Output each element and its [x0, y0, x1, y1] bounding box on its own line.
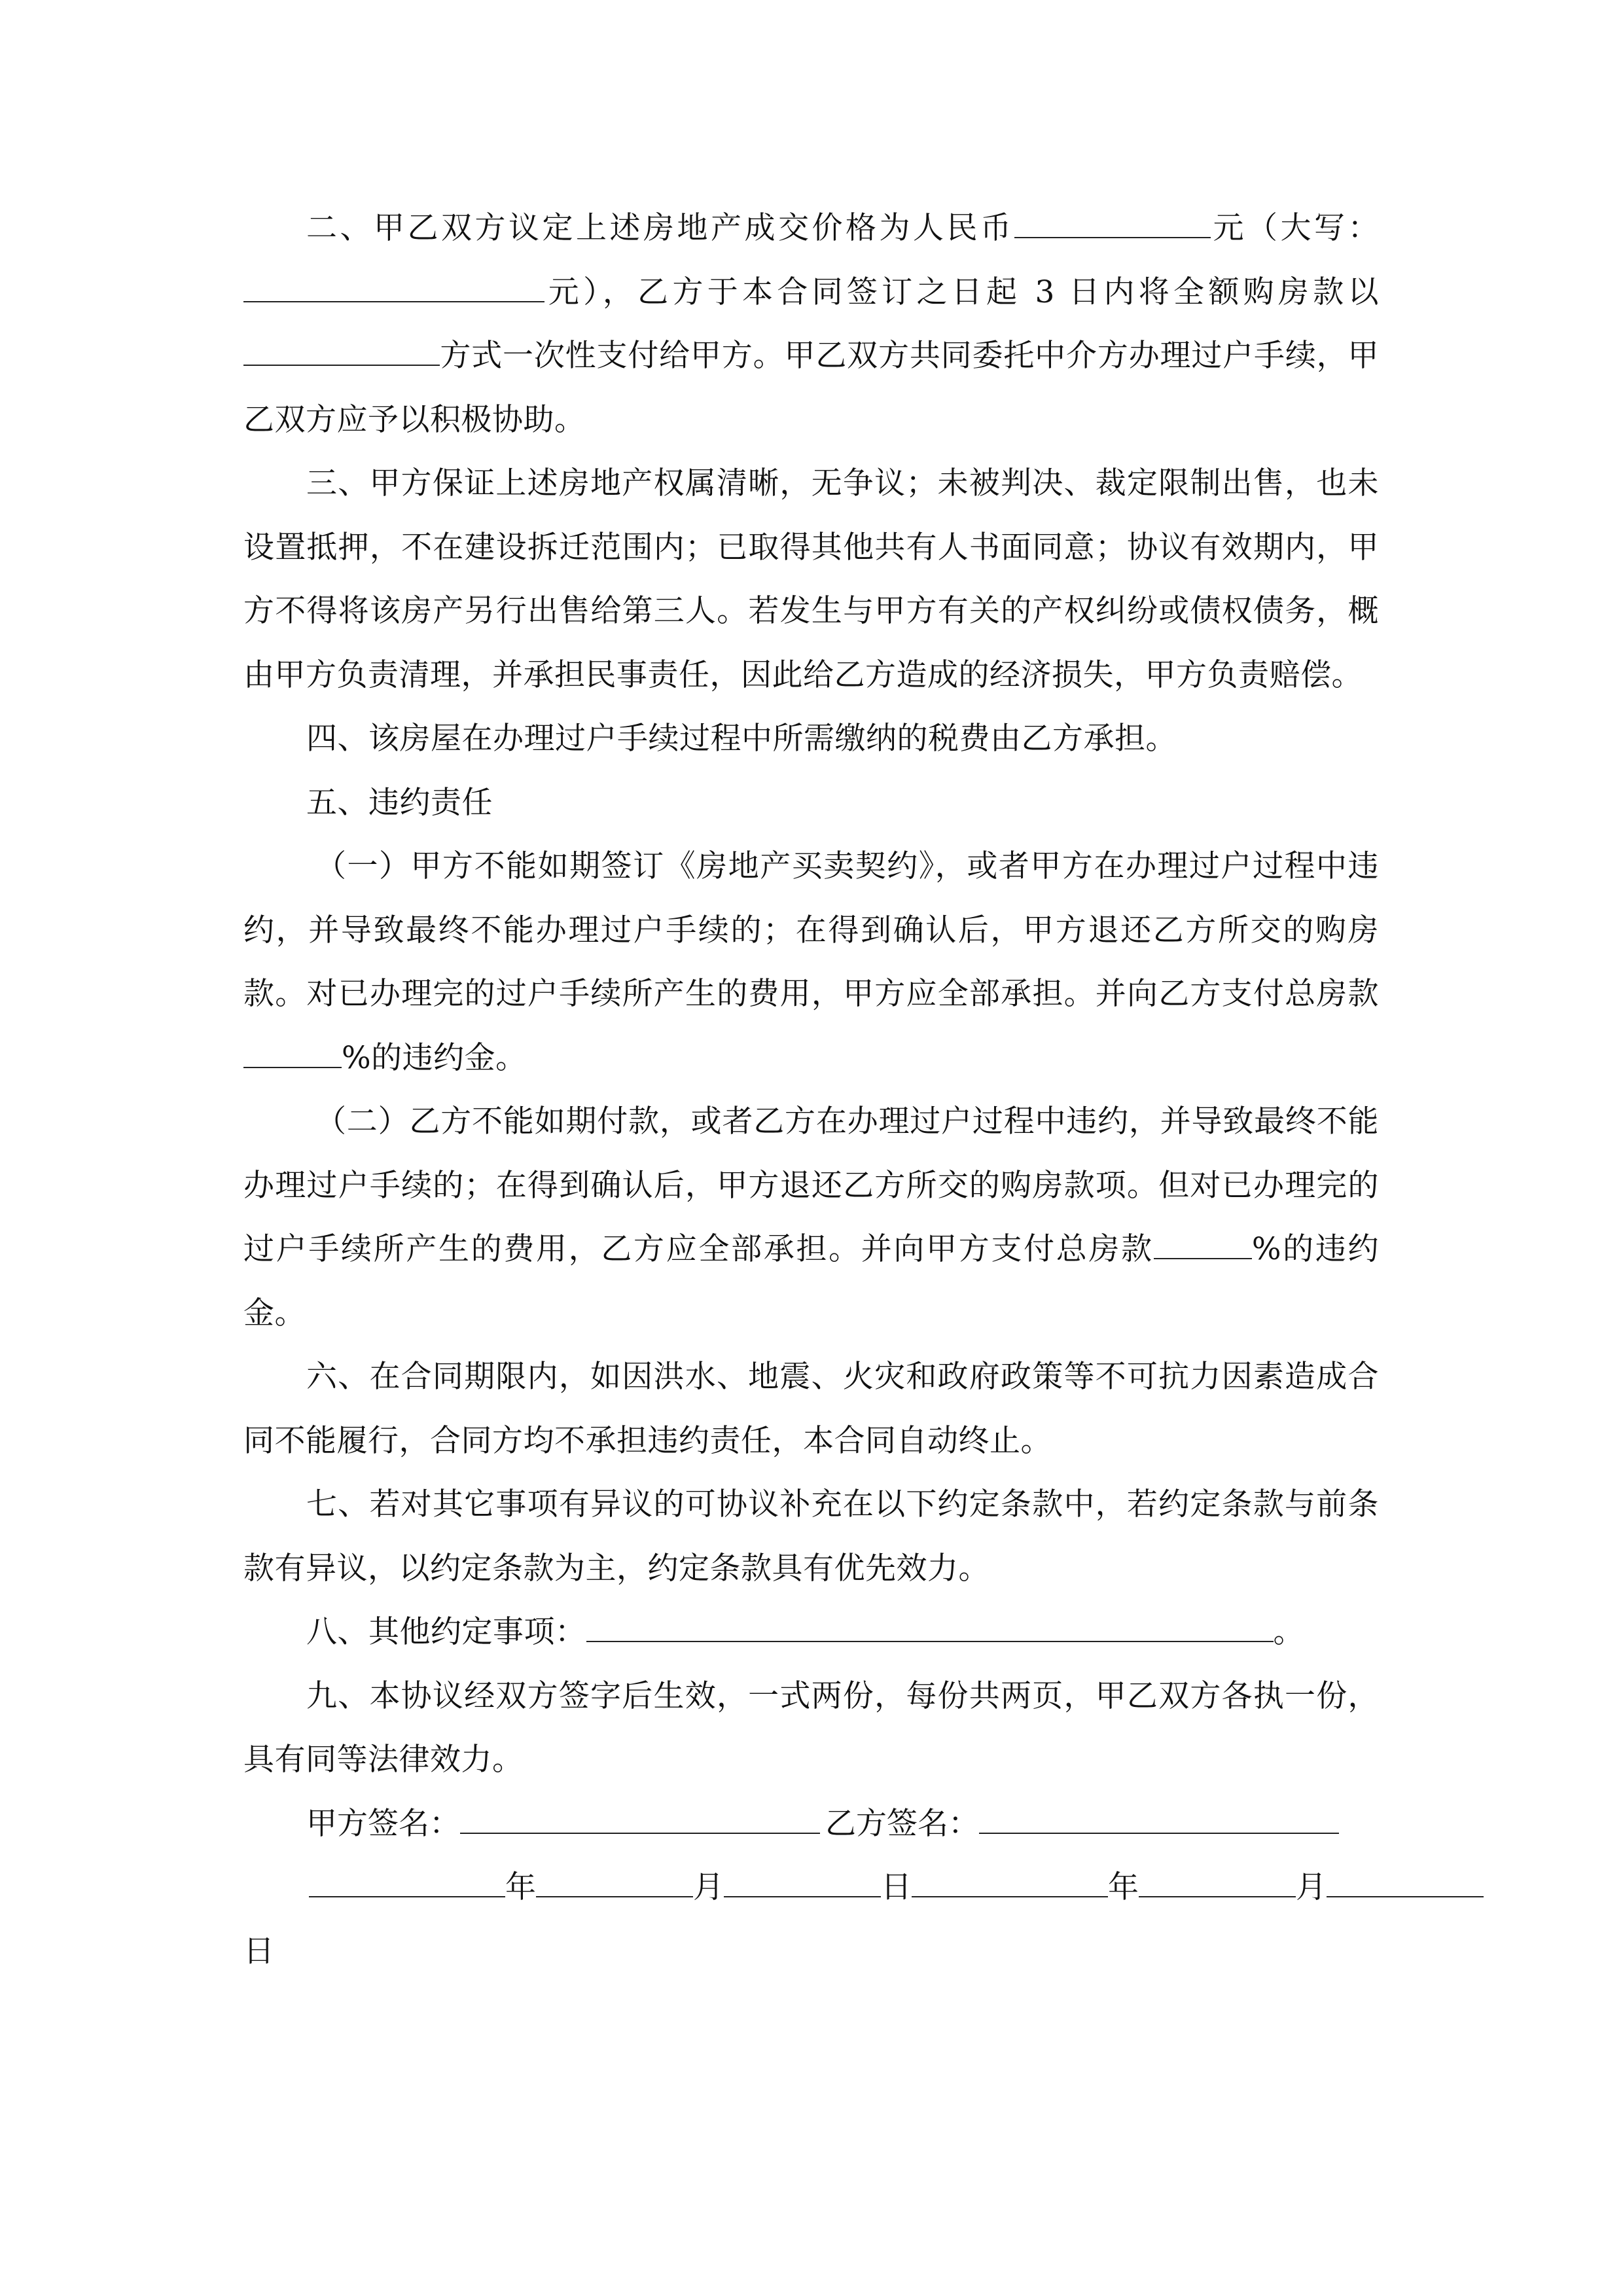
clause-6: 六、在合同期限内，如因洪水、地震、火灾和政府政策等不可抗力因素造成合同不能履行，合同方均不承担违约责任，本合同自动终止。 — [243, 1359, 1379, 1459]
other-terms-blank[interactable] — [586, 1612, 1274, 1642]
party-a-day-label: 日 — [881, 1869, 912, 1905]
clause-5-1 — [243, 834, 1379, 1090]
party-a-signature-blank[interactable] — [460, 1804, 820, 1834]
clause-5-2 — [243, 1090, 1379, 1345]
clause-8 — [243, 1600, 1379, 1664]
party-a-signature-label: 甲方签名： — [306, 1805, 460, 1842]
signature-line — [243, 1792, 1379, 1856]
party-a-month-blank[interactable] — [536, 1867, 693, 1897]
party-a-day-blank[interactable] — [724, 1867, 881, 1897]
party-b-month-label: 月 — [1296, 1869, 1327, 1905]
contract-page — [243, 196, 1379, 1983]
party-b-signature-blank[interactable] — [979, 1804, 1339, 1834]
date-day-wrap — [243, 1920, 1379, 1984]
clause-5-1-suffix: %的违约金。 — [342, 1039, 527, 1076]
date-line — [243, 1856, 1379, 1920]
clause-2-text-1: 二、甲乙双方议定上述房地产成交价格为人民币 — [306, 210, 1014, 246]
clause-5-2-text: （二）乙方不能如期付款，或者乙方在办理过户过程中违约，并导致最终不能办理过户手续的；在得到确认后，甲方退还乙方所交的购房款项。但对已办理完的过户手续所产生的费用，乙方应全部承担。并向甲方支付总房款 — [243, 1103, 1379, 1267]
party-a-month-label: 月 — [693, 1869, 724, 1905]
clause-2-text-4: 方式一次性支付给甲方。甲乙双方共同委托中介方办理过户手续，甲乙双方应予以积极协助。 — [243, 338, 1379, 438]
party-b-day-blank[interactable] — [1327, 1867, 1484, 1897]
clause-5-heading: 五、违约责任 — [306, 784, 493, 821]
clause-2 — [243, 196, 1379, 452]
penalty-percent-a-blank[interactable] — [243, 1038, 342, 1068]
party-b-year-label: 年 — [1108, 1869, 1139, 1905]
clause-5-1-text: （一）甲方不能如期签订《房地产买卖契约》，或者甲方在办理过户过程中违约，并导致最终不能办理过户手续的；在得到确认后，甲方退还乙方所交的购房款。对已办理完的过户手续所产生的费用，甲方应全部承担。并向乙方支付总房款 — [243, 848, 1379, 1012]
clause-2-text-2: 元（大写： — [1210, 210, 1379, 246]
clause-5-2-suffix: %的违约金。 — [243, 1231, 1379, 1331]
party-a-year-label: 年 — [505, 1869, 536, 1905]
price-uppercase-blank[interactable] — [243, 272, 544, 302]
clause-4: 四、该房屋在办理过户手续过程中所需缴纳的税费由乙方承担。 — [306, 721, 1177, 757]
clause-8-label: 八、其他约定事项： — [306, 1614, 586, 1650]
party-b-month-blank[interactable] — [1139, 1867, 1296, 1897]
clause-7: 七、若对其它事项有异议的可协议补充在以下约定条款中，若约定条款与前条款有异议，以约定条款为主，约定条款具有优先效力。 — [243, 1486, 1379, 1587]
party-b-day-label: 日 — [243, 1933, 274, 1969]
party-a-year-blank[interactable] — [309, 1867, 505, 1897]
party-b-signature-label: 乙方签名： — [825, 1805, 979, 1842]
clause-9: 九、本协议经双方签字后生效，一式两份，每份共两页，甲乙双方各执一份，具有同等法律效力。 — [243, 1677, 1379, 1778]
payment-method-blank[interactable] — [243, 336, 440, 366]
penalty-percent-b-blank[interactable] — [1154, 1229, 1252, 1259]
party-b-year-blank[interactable] — [912, 1867, 1108, 1897]
clause-8-end: 。 — [1273, 1614, 1304, 1650]
price-blank[interactable] — [1014, 208, 1211, 238]
clause-3: 三、甲方保证上述房地产权属清晰，无争议；未被判决、裁定限制出售，也未设置抵押，不在建设拆迁范围内；已取得其他共有人书面同意；协议有效期内，甲方不得将该房产另行出售给第三人。若发生与甲方有关的产权纠纷或债权债务，概由甲方负责清理，并承担民事责任，因此给乙方造成的经济损失，甲方负责赔偿。 — [243, 465, 1379, 693]
clause-2-text-3: 元），乙方于本合同签订之日起 3 日内将全额购房款以 — [544, 274, 1379, 310]
